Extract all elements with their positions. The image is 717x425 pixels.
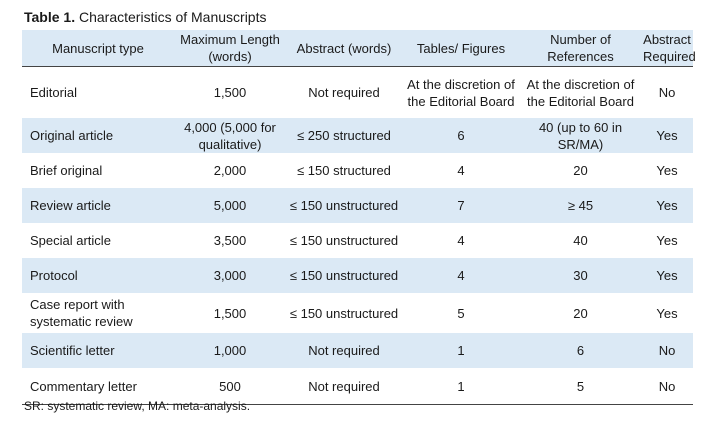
header-tables-figures: Tables/ Figures bbox=[402, 30, 520, 67]
cell-number-of-references: At the discretion of the Editorial Board bbox=[526, 76, 635, 109]
table-row-special-article bbox=[22, 223, 693, 258]
cell-number-of-references: 40 bbox=[573, 233, 588, 248]
cell-abstract-words: ≤ 150 unstructured bbox=[286, 258, 402, 293]
cell-abstract-required: No bbox=[641, 368, 693, 405]
cell-maximum-length: 1,000 bbox=[174, 333, 286, 368]
cell-number-of-references: 30 bbox=[520, 258, 641, 293]
cell-maximum-length: 3,500 bbox=[213, 233, 247, 248]
table-row-case-report bbox=[22, 293, 693, 333]
cell-manuscript-type: Original article bbox=[22, 118, 174, 153]
cell-tables-figures: 7 bbox=[402, 188, 520, 223]
table-row-brief-original bbox=[22, 153, 693, 188]
cell-tables-figures: At the discretion of the Editorial Board bbox=[407, 76, 515, 109]
cell-tables-figures: 4 bbox=[457, 163, 465, 178]
cell-abstract-required: Yes bbox=[641, 188, 693, 223]
cell-maximum-length: 2,000 bbox=[213, 163, 247, 178]
header-abstract-words: Abstract (words) bbox=[286, 30, 402, 67]
cell-maximum-length: 500 bbox=[174, 368, 286, 405]
cell-abstract-required: Yes bbox=[656, 163, 678, 178]
cell-manuscript-type: Protocol bbox=[22, 258, 174, 293]
table-row-scientific-letter bbox=[22, 333, 693, 368]
cell-manuscript-type: Editorial bbox=[30, 85, 77, 100]
cell-abstract-words: ≤ 150 unstructured bbox=[286, 188, 402, 223]
cell-abstract-required: Yes bbox=[656, 233, 678, 248]
cell-number-of-references: 6 bbox=[520, 333, 641, 368]
cell-abstract-words: Not required bbox=[286, 368, 402, 405]
cell-manuscript-type: Review article bbox=[22, 188, 174, 223]
table-caption-label: Table 1. bbox=[24, 9, 76, 25]
cell-maximum-length: 3,000 bbox=[174, 258, 286, 293]
cell-abstract-words: ≤ 150 unstructured bbox=[289, 233, 399, 248]
cell-tables-figures: 4 bbox=[457, 233, 465, 248]
table-row-original-article bbox=[22, 118, 693, 153]
cell-number-of-references: 20 bbox=[573, 305, 588, 321]
cell-tables-figures: 1 bbox=[402, 333, 520, 368]
header-maximum-length: Maximum Length (words) bbox=[174, 30, 286, 67]
cell-manuscript-type: Scientific letter bbox=[22, 333, 174, 368]
cell-maximum-length: 5,000 bbox=[174, 188, 286, 223]
cell-manuscript-type: Brief original bbox=[30, 163, 103, 178]
cell-maximum-length: 1,500 bbox=[213, 85, 247, 100]
manuscript-characteristics-table bbox=[22, 30, 696, 405]
cell-abstract-required: Yes bbox=[641, 118, 693, 153]
cell-abstract-required: No bbox=[641, 333, 693, 368]
cell-number-of-references: 20 bbox=[573, 163, 588, 178]
cell-manuscript-type: Special article bbox=[30, 233, 111, 248]
cell-abstract-words: Not required bbox=[308, 85, 380, 100]
header-abstract-required: Abstract Required bbox=[641, 30, 693, 67]
cell-abstract-required: Yes bbox=[641, 258, 693, 293]
cell-manuscript-type: Commentary letter bbox=[22, 368, 174, 405]
table-row-review-article bbox=[22, 188, 693, 223]
cell-number-of-references: ≥ 45 bbox=[520, 188, 641, 223]
cell-maximum-length: 1,500 bbox=[213, 305, 247, 321]
cell-tables-figures: 6 bbox=[402, 118, 520, 153]
cell-abstract-words: ≤ 150 structured bbox=[297, 163, 391, 178]
table-row-protocol bbox=[22, 258, 693, 293]
cell-abstract-words: Not required bbox=[286, 333, 402, 368]
cell-tables-figures: 1 bbox=[402, 368, 520, 405]
cell-number-of-references: 5 bbox=[520, 368, 641, 405]
cell-tables-figures: 5 bbox=[457, 305, 465, 321]
table-caption bbox=[24, 9, 267, 26]
table-row-editorial bbox=[22, 67, 693, 119]
cell-abstract-words: ≤ 250 structured bbox=[286, 118, 402, 153]
cell-abstract-required: Yes bbox=[656, 305, 678, 321]
header-number-of-references: Number of References bbox=[520, 30, 641, 67]
table-footnote: SR: systematic review, MA: meta-analysis. bbox=[24, 399, 251, 413]
header-manuscript-type: Manuscript type bbox=[22, 30, 174, 67]
table-caption-title: Characteristics of Manuscripts bbox=[78, 9, 267, 25]
cell-number-of-references: 40 (up to 60 in SR/MA) bbox=[520, 118, 641, 153]
cell-abstract-words: ≤ 150 unstructured bbox=[289, 305, 399, 321]
cell-manuscript-type: Case report with systematic review bbox=[30, 297, 133, 329]
table-header-row bbox=[22, 30, 693, 67]
cell-maximum-length: 4,000 (5,000 for qualitative) bbox=[174, 118, 286, 153]
cell-abstract-required: No bbox=[658, 85, 676, 100]
cell-tables-figures: 4 bbox=[402, 258, 520, 293]
